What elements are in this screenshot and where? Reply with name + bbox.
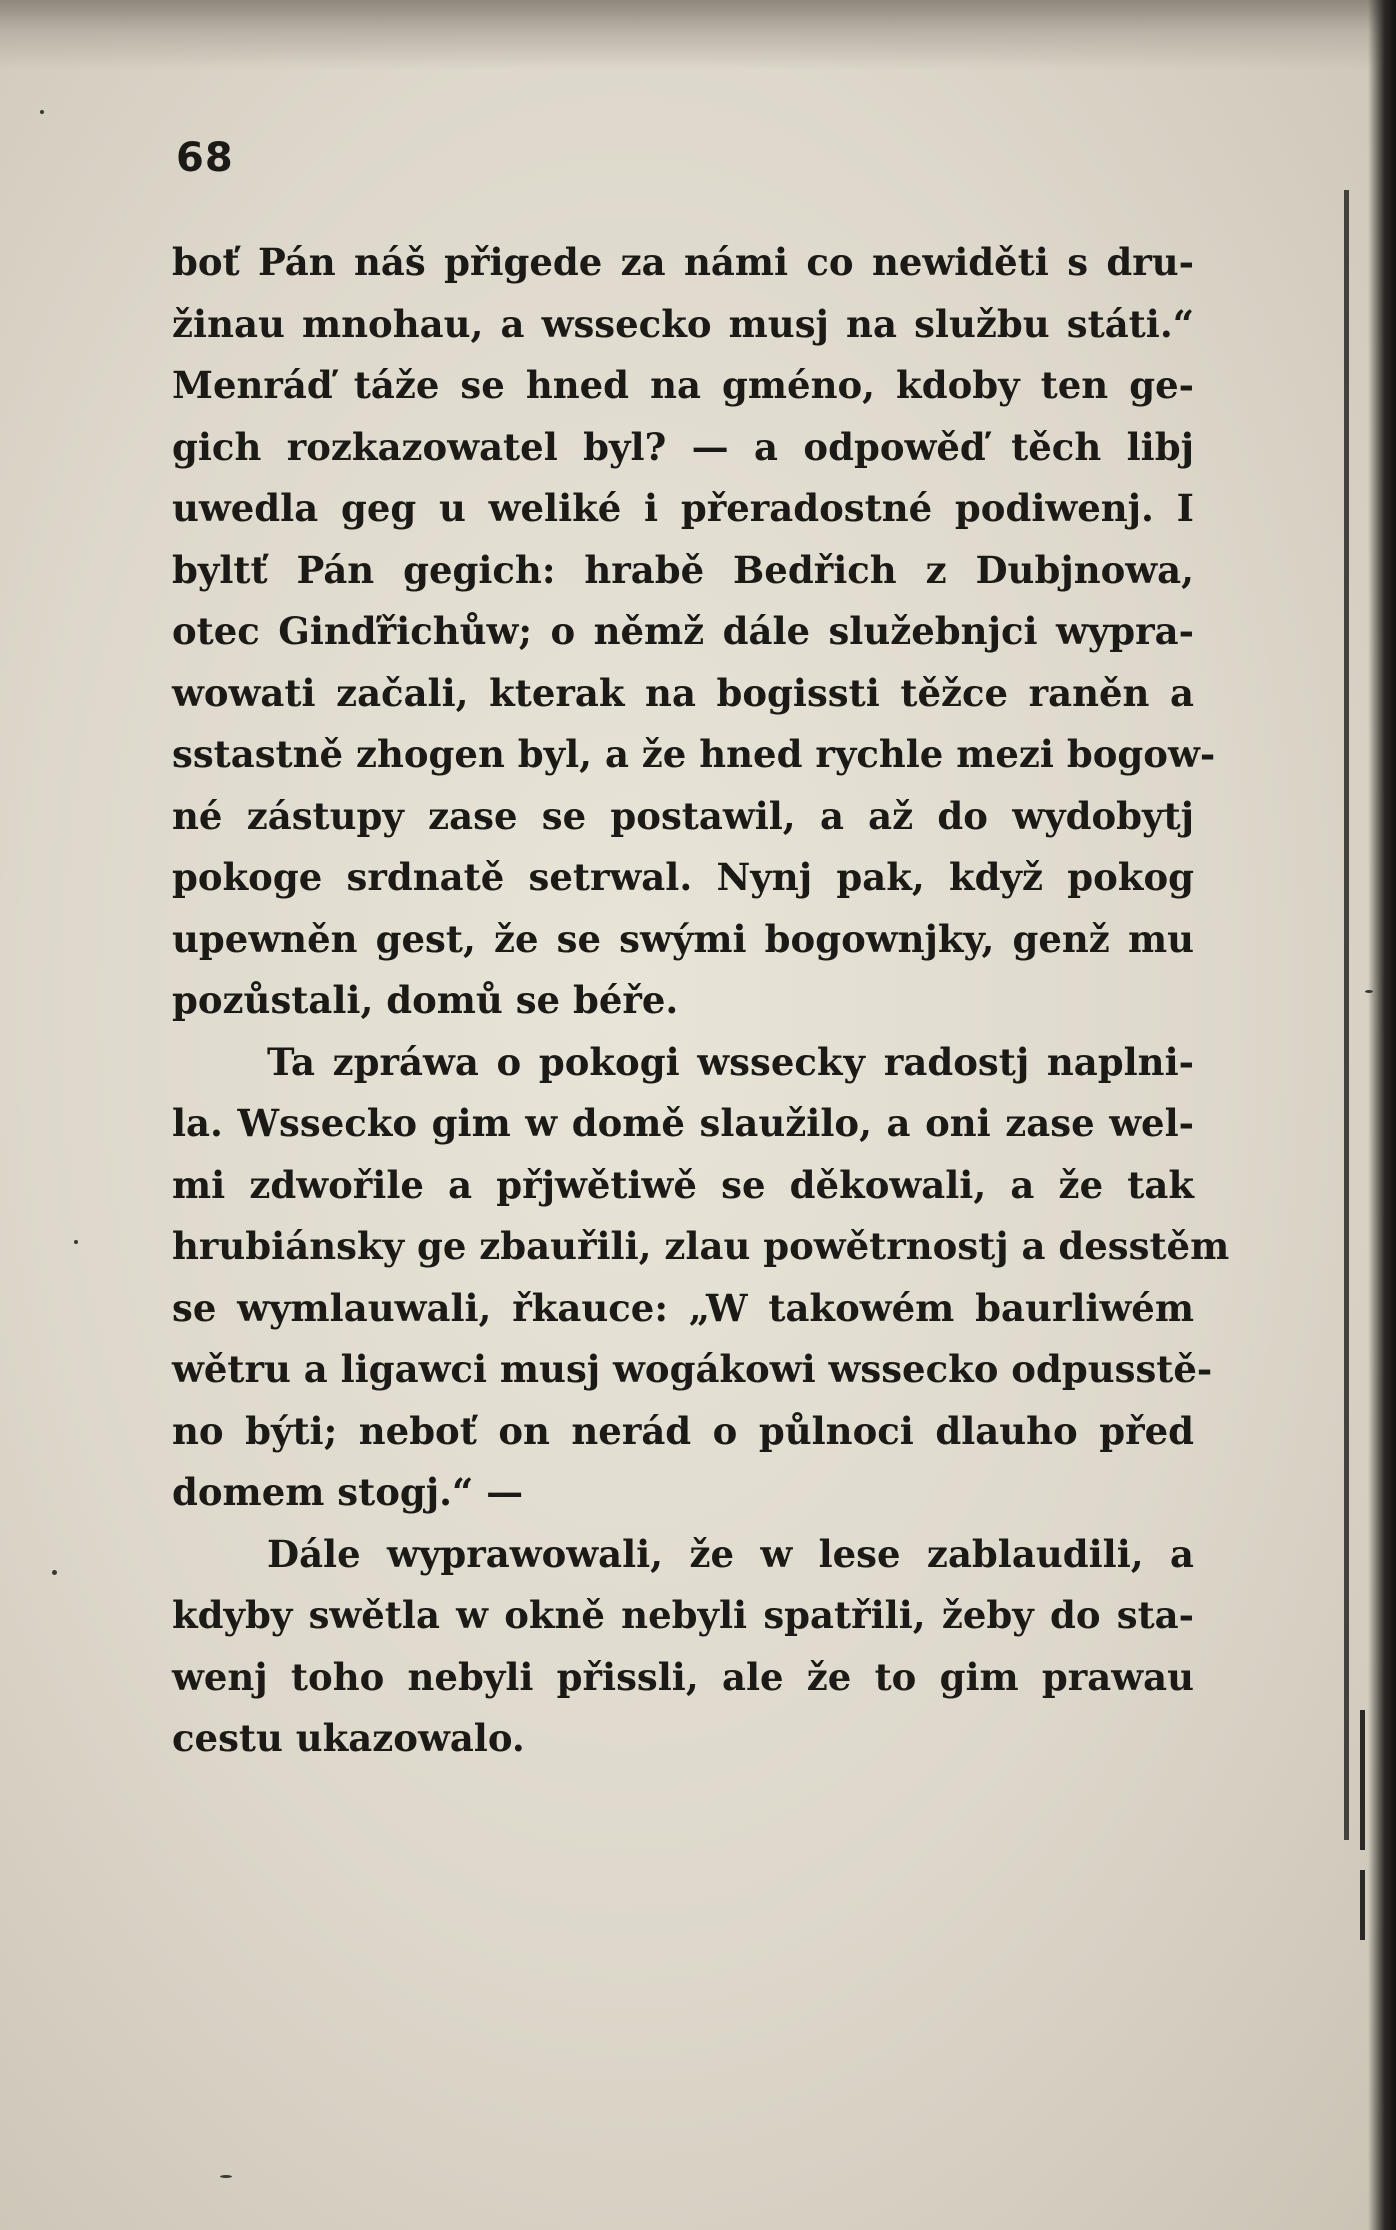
print-speck (1365, 990, 1373, 993)
text-line: mi zdwořile a přjwětiwě se děkowali, a že tak (172, 1162, 1194, 1207)
text-line: uwedla geg u weliké i přeradostné podiwenj. I (172, 486, 1194, 530)
print-speck (74, 1240, 78, 1244)
spine-mark (1360, 1870, 1365, 1940)
text-line: domem stogj.“ — (172, 1470, 524, 1514)
text-line: sstastně zhogen byl, a že hned rychle mezi bogow- (172, 732, 1216, 776)
text-line: otec Ginďřichůw; o němž dále služebnjci wypra- (172, 609, 1194, 653)
text-line: wenj toho nebyli přissli, ale že to gim prawau (172, 1654, 1194, 1699)
text-line: no býti; neboť on nerád o půlnoci dlauho před (172, 1408, 1194, 1453)
text-line: žinau mnohau, a wssecko musj na službu státi.“ (172, 301, 1194, 346)
text-line: se wymlauwali, řkauce: „W takowém baurliwém (172, 1285, 1194, 1330)
body-text (172, 232, 1230, 1770)
text-line: gich rozkazowatel byl? — a odpowěď těch libj (172, 424, 1194, 469)
text-line: byltť Pán gegich: hrabě Bedřich z Dubjnowa, (172, 547, 1194, 592)
text-line: kdyby swětla w okně nebyli spatřili, žeby do sta- (172, 1593, 1194, 1637)
text-line: pokoge srdnatě setrwal. Nynj pak, když pokog (172, 855, 1194, 899)
print-speck (40, 110, 44, 114)
text-line: né zástupy zase se postawil, a až do wydobytj (172, 793, 1194, 838)
text-line: boť Pán náš přigede za námi co newiděti s dru- (172, 240, 1194, 284)
page-top-shadow (0, 0, 1396, 70)
page-binding-shadow (1368, 0, 1396, 2230)
print-speck (52, 1570, 57, 1575)
text-line: Dále wyprawowali, že w lese zablaudili, a (267, 1531, 1194, 1576)
print-speck (220, 2175, 232, 2178)
page-number: 68 (176, 135, 234, 181)
text-line: cestu ukazowalo. (172, 1716, 525, 1760)
text-line: hrubiánsky ge zbauřili, zlau powětrnostj a desstěm (172, 1224, 1230, 1268)
text-line: wowati začali, kterak na bogissti těžce raněn a (172, 670, 1194, 715)
spine-line (1344, 190, 1349, 1840)
text-line: pozůstali, domů se béře. (172, 978, 679, 1022)
text-line: Menráď táže se hned na gméno, kdoby ten ge- (172, 363, 1194, 407)
text-line: Ta zpráwa o pokogi wsseckу radostj naplni- (267, 1039, 1194, 1084)
text-line: la. Wssecko gim w domě slaužilo, a oni zase wel- (172, 1101, 1194, 1145)
spine-mark (1360, 1710, 1365, 1850)
text-line: upewněn gest, že se swými bogownjky, genž mu (172, 916, 1194, 961)
text-line: wětru a ligawci musj wogákowi wssecko odpusstě- (172, 1347, 1213, 1391)
